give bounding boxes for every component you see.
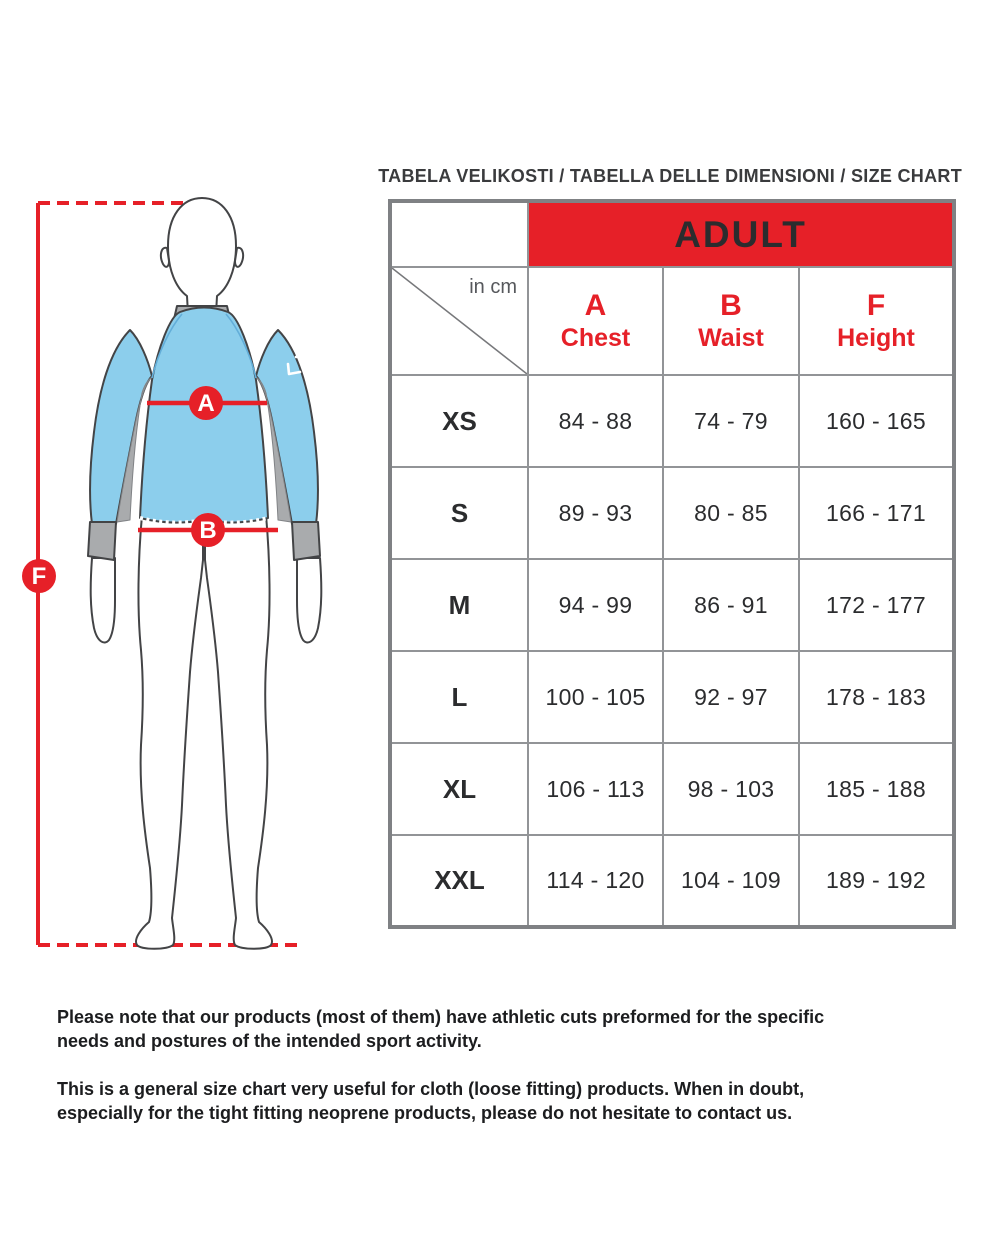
chest-letter: A	[584, 289, 607, 323]
body-diagram	[12, 188, 352, 963]
note-paragraph-2	[57, 1077, 957, 1125]
note-paragraph-1	[57, 1005, 957, 1053]
chest-value: 114 - 120	[528, 835, 663, 927]
left-cuff	[88, 522, 116, 560]
right-leg	[205, 515, 272, 949]
chest-value: 100 - 105	[528, 651, 663, 743]
page-title: TABELA VELIKOSTI / TABELLA DELLE DIMENSIONI / SIZE CHART	[378, 166, 962, 186]
table-row	[390, 743, 954, 835]
size-label: S	[390, 467, 528, 559]
column-header-waist	[663, 267, 799, 375]
right-cuff	[292, 522, 320, 560]
chest-value: 106 - 113	[528, 743, 663, 835]
chest-value: 84 - 88	[528, 375, 663, 467]
height-value: 160 - 165	[799, 375, 954, 467]
table-row	[390, 467, 954, 559]
size-label: L	[390, 651, 528, 743]
size-label: XXL	[390, 835, 528, 927]
size-table-container	[388, 199, 956, 929]
table-row	[390, 651, 954, 743]
height-value: 166 - 171	[799, 467, 954, 559]
size-label: XS	[390, 375, 528, 467]
note-2-line-1: This is a general size chart very useful for cloth (loose fitting) products. When in doubt,	[57, 1079, 805, 1099]
height-value: 178 - 183	[799, 651, 954, 743]
note-1-line-2: needs and postures of the intended sport activity.	[57, 1031, 482, 1051]
note-1-line-1: Please note that our products (most of them) have athletic cuts preformed for the specific	[57, 1007, 825, 1027]
height-value: 189 - 192	[799, 835, 954, 927]
chest-value: 89 - 93	[528, 467, 663, 559]
size-table	[388, 199, 956, 929]
table-row	[390, 835, 954, 927]
adult-group-header: ADULT	[528, 201, 954, 267]
waist-value: 86 - 91	[663, 559, 799, 651]
right-hand	[297, 558, 321, 643]
waist-letter: B	[720, 289, 742, 323]
height-label: Height	[837, 323, 915, 352]
column-header-height	[799, 267, 954, 375]
waist-value: 98 - 103	[663, 743, 799, 835]
chest-marker-letter: A	[197, 390, 215, 417]
height-letter: F	[866, 289, 886, 323]
left-leg	[136, 515, 203, 949]
height-value: 185 - 188	[799, 743, 954, 835]
footer-notes	[57, 1005, 957, 1125]
waist-value: 74 - 79	[663, 375, 799, 467]
left-hand	[91, 558, 115, 643]
size-label: XL	[390, 743, 528, 835]
blank-corner-cell	[390, 201, 528, 267]
unit-label: in cm	[469, 276, 517, 298]
chest-value: 94 - 99	[528, 559, 663, 651]
waist-value: 80 - 85	[663, 467, 799, 559]
measurement-figure	[12, 188, 352, 963]
waist-label: Waist	[698, 323, 764, 352]
left-ear	[161, 248, 169, 267]
unit-cell	[390, 267, 528, 375]
size-label: M	[390, 559, 528, 651]
table-row	[390, 559, 954, 651]
height-marker-letter: F	[31, 563, 47, 590]
height-value: 172 - 177	[799, 559, 954, 651]
note-2-line-2: especially for the tight fitting neoprene products, please do not hesitate to contact us.	[57, 1103, 793, 1123]
waist-marker-letter: B	[199, 517, 217, 544]
head	[168, 198, 236, 314]
chest-label: Chest	[560, 323, 631, 352]
right-ear	[235, 248, 243, 267]
table-row	[390, 375, 954, 467]
waist-value: 104 - 109	[663, 835, 799, 927]
waist-value: 92 - 97	[663, 651, 799, 743]
column-header-chest	[528, 267, 663, 375]
